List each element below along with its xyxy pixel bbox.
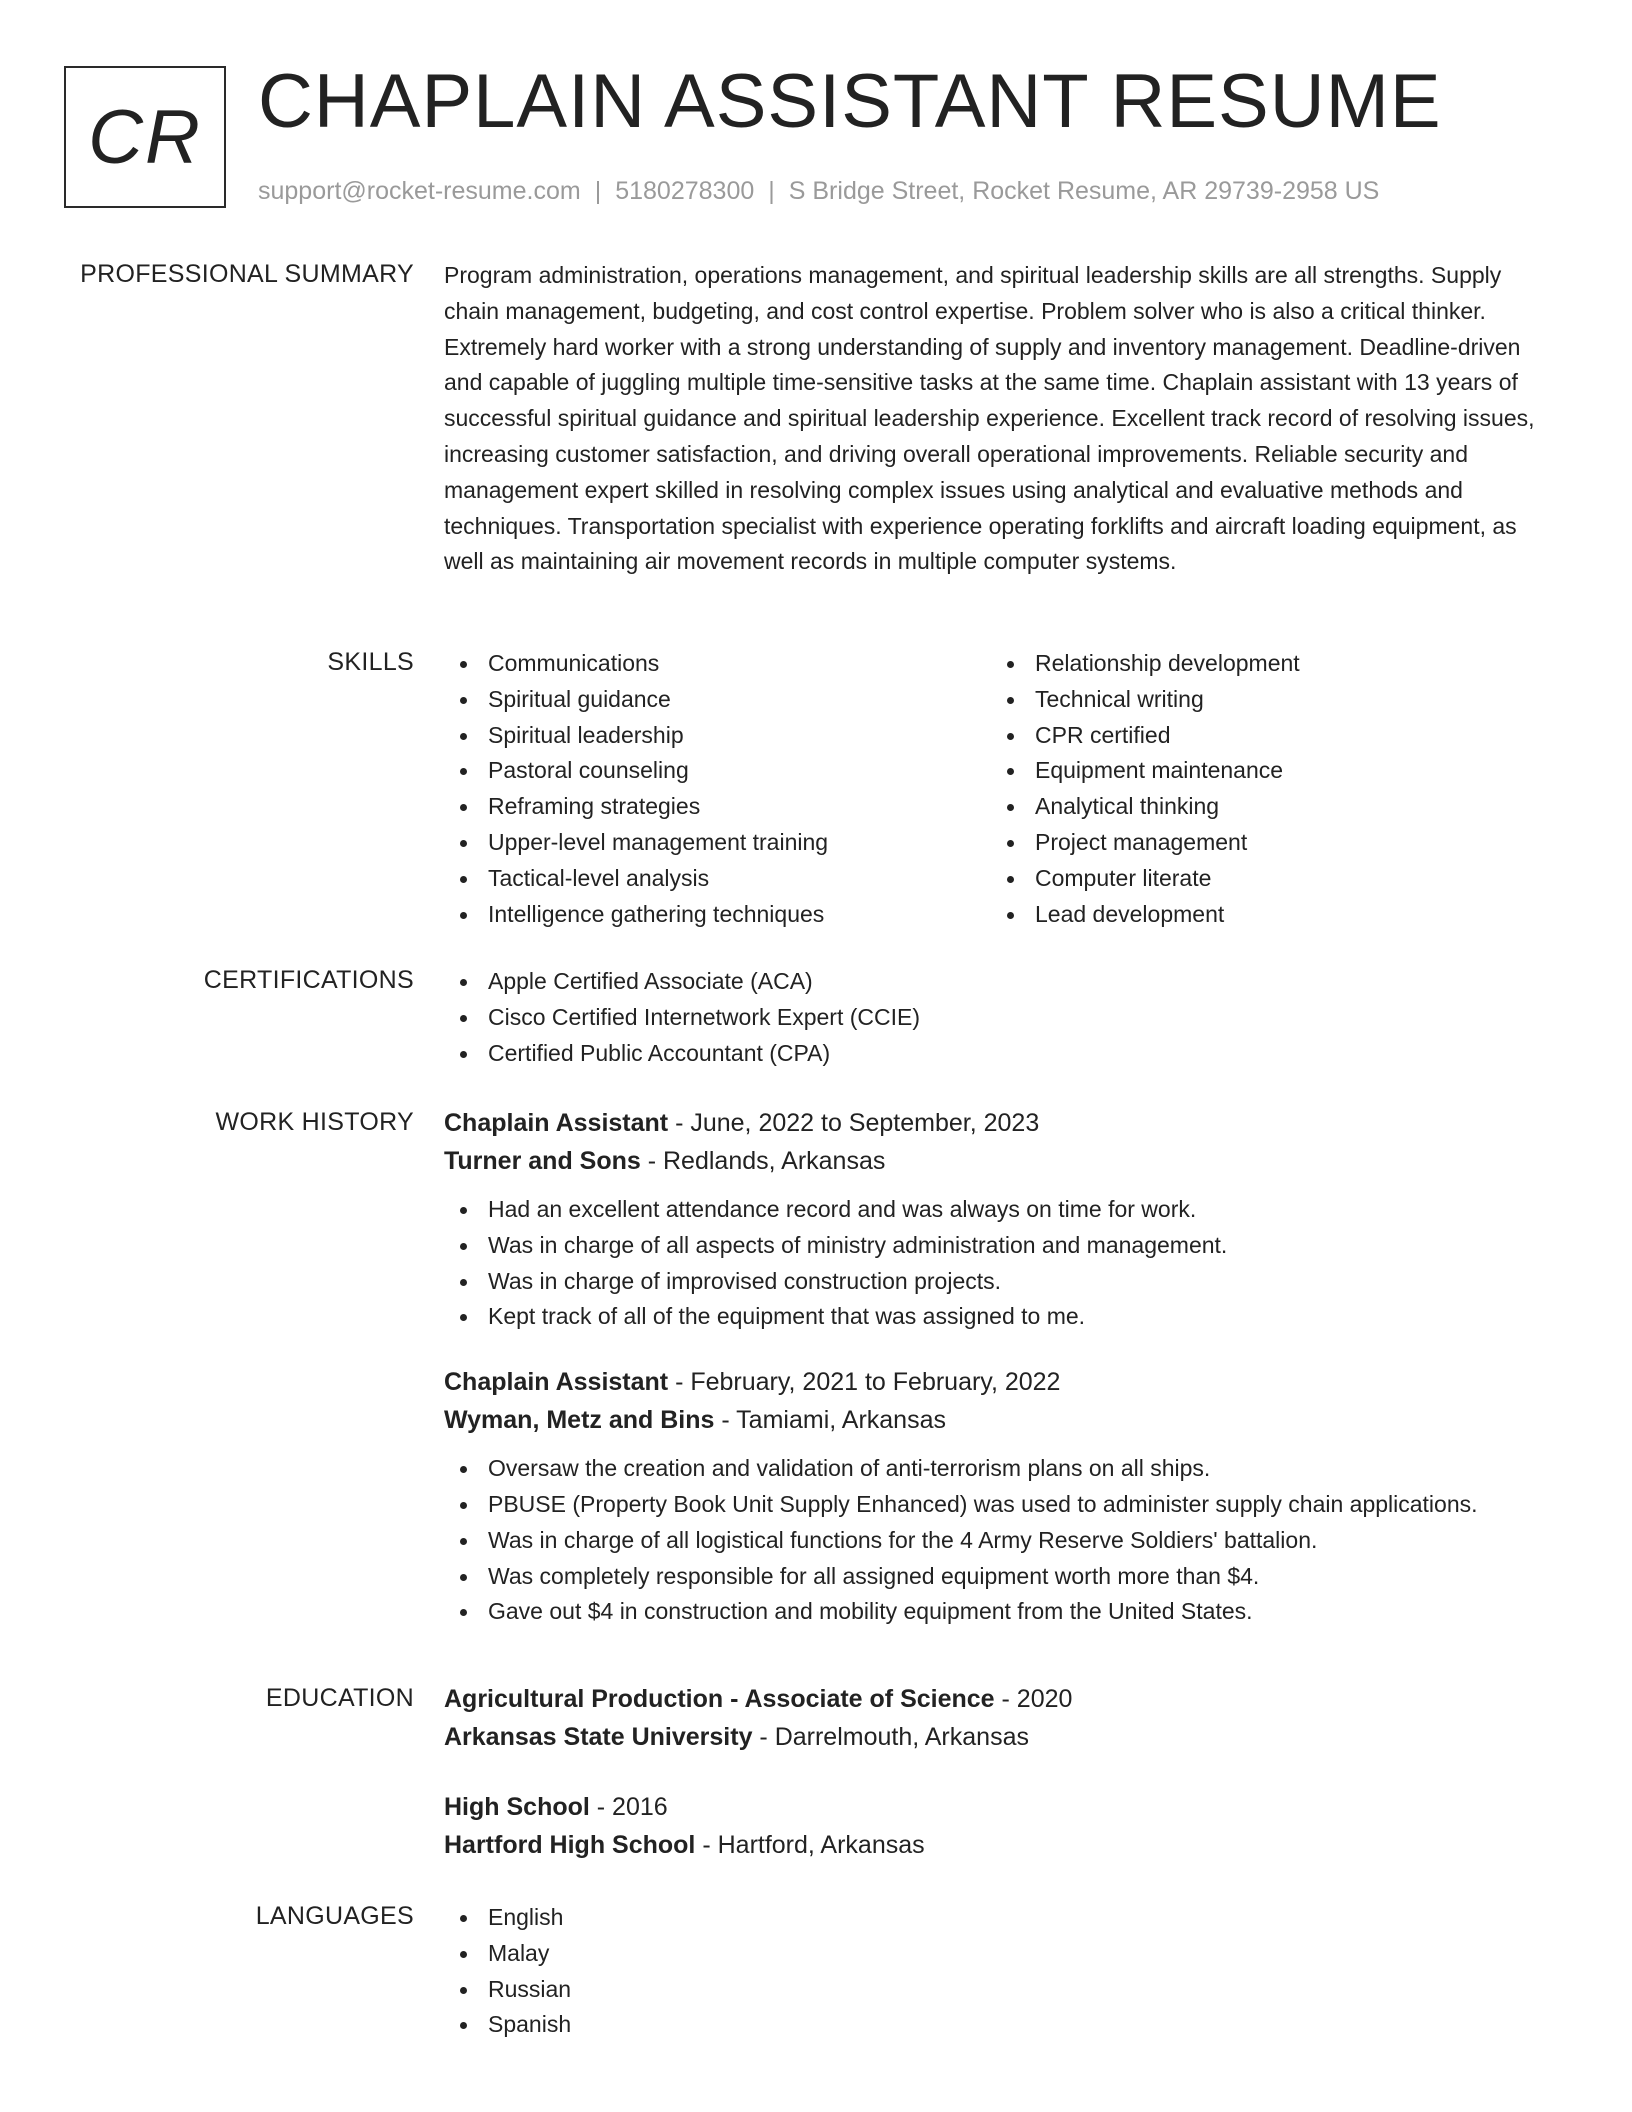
section-title-summary: PROFESSIONAL SUMMARY: [80, 260, 414, 288]
education-body: [444, 1680, 1564, 1864]
skill-item: Tactical-level analysis: [444, 861, 991, 897]
skills-columns: [444, 646, 1564, 932]
languages-body: [444, 1900, 1564, 2043]
job-title-line: [444, 1104, 1564, 1142]
skill-item: Technical writing: [991, 682, 1538, 718]
skill-item: CPR certified: [991, 718, 1538, 754]
job-role: Chaplain Assistant: [444, 1109, 669, 1137]
job-title-line: [444, 1363, 1564, 1401]
language-item: Russian: [444, 1972, 1564, 2008]
skill-item: Project management: [991, 825, 1538, 861]
skill-item: Relationship development: [991, 646, 1538, 682]
education-degree-line: [444, 1788, 1564, 1826]
skill-item: Analytical thinking: [991, 789, 1538, 825]
work-history-body: [444, 1104, 1564, 1630]
certification-item: Cisco Certified Internetwork Expert (CCIE): [444, 1000, 1564, 1036]
skills-list-left: [444, 646, 991, 932]
section-title-languages: LANGUAGES: [255, 1902, 414, 1930]
skill-item: Intelligence gathering techniques: [444, 897, 991, 933]
education-entry: [444, 1788, 1564, 1864]
skill-item: Spiritual leadership: [444, 718, 991, 754]
education-entry: [444, 1680, 1564, 1756]
contact-email[interactable]: support@rocket-resume.com: [258, 177, 581, 205]
job-duty-item: Was in charge of improvised construction projects.: [444, 1264, 1564, 1300]
certification-item: Apple Certified Associate (ACA): [444, 964, 1564, 1000]
job-duty-item: PBUSE (Property Book Unit Supply Enhanced) was used to administer supply chain applications.: [444, 1487, 1564, 1523]
summary-text: Program administration, operations management, and spiritual leadership skills are all strengths. Supply chain management, budgeting, and cost control expertise. Problem solver who is also a critical thinker. Extremely hard worker with a strong understanding of supply and inventory management. Deadline-driven and capable of juggling multiple time-sensitive tasks at the same time. Chaplain assistant with 13 years of successful spiritual guidance and spiritual leadership experience. Excellent track record of resolving issues, increasing customer satisfaction, and driving overall operational improvements. Reliable security and management expert skilled in resolving complex issues using analytical and evaluative methods and techniques. Transportation specialist with experience operating forklifts and aircraft loading equipment, as well as maintaining air movement records in multiple computer systems.: [444, 262, 1535, 575]
job-company-line: [444, 1401, 1564, 1439]
skill-item: Equipment maintenance: [991, 753, 1538, 789]
page-title: CHAPLAIN ASSISTANT RESUME: [258, 59, 1442, 144]
contact-phone[interactable]: 5180278300: [615, 177, 755, 205]
education-degree-line: [444, 1680, 1564, 1718]
job-dates: - June, 2022 to September, 2023: [668, 1109, 1040, 1137]
job-company: Wyman, Metz and Bins: [444, 1406, 715, 1435]
job-duties-list: [444, 1451, 1564, 1630]
contact-separator: |: [594, 177, 602, 205]
job-location: - Tamiami, Arkansas: [714, 1406, 946, 1435]
resume-header: [64, 59, 1568, 214]
skill-item: Lead development: [991, 897, 1538, 933]
skill-item: Computer literate: [991, 861, 1538, 897]
job-entry: [444, 1363, 1564, 1630]
skill-item: Upper-level management training: [444, 825, 991, 861]
job-duty-item: Had an excellent attendance record and was always on time for work.: [444, 1192, 1564, 1228]
education-year: - 2016: [589, 1793, 668, 1821]
job-duty-item: Was in charge of all aspects of ministry administration and management.: [444, 1228, 1564, 1264]
certifications-list: [444, 964, 1564, 1071]
languages-list: [444, 1900, 1564, 2043]
job-duty-item: Kept track of all of the equipment that was assigned to me.: [444, 1299, 1564, 1335]
education-school: Hartford High School: [444, 1831, 696, 1859]
job-role: Chaplain Assistant: [444, 1368, 669, 1397]
section-title-work-history: WORK HISTORY: [215, 1108, 414, 1136]
education-degree: High School: [444, 1793, 590, 1821]
language-item: Malay: [444, 1936, 1564, 1972]
certifications-body: [444, 964, 1564, 1071]
language-item: Spanish: [444, 2007, 1564, 2043]
section-title-skills: SKILLS: [327, 648, 414, 676]
education-location: - Hartford, Arkansas: [695, 1831, 925, 1859]
job-duty-item: Was in charge of all logistical functions for the 4 Army Reserve Soldiers' battalion.: [444, 1523, 1564, 1559]
contact-separator: |: [768, 177, 775, 205]
education-location: - Darrelmouth, Arkansas: [752, 1723, 1029, 1751]
education-degree: Agricultural Production - Associate of Science: [444, 1685, 995, 1713]
skills-list-right: [991, 646, 1538, 932]
job-dates: - February, 2021 to February, 2022: [668, 1368, 1061, 1397]
education-school-line: [444, 1718, 1564, 1756]
job-company-line: [444, 1142, 1564, 1180]
job-entry: [444, 1104, 1564, 1335]
section-title-education: EDUCATION: [265, 1684, 414, 1712]
job-duty-item: Gave out $4 in construction and mobility equipment from the United States.: [444, 1594, 1564, 1630]
monogram-logo: CR: [64, 66, 226, 208]
job-duty-item: Oversaw the creation and validation of anti-terrorism plans on all ships.: [444, 1451, 1564, 1487]
skill-item: Pastoral counseling: [444, 753, 991, 789]
certification-item: Certified Public Accountant (CPA): [444, 1036, 1564, 1072]
skill-item: Reframing strategies: [444, 789, 991, 825]
language-item: English: [444, 1900, 1564, 1936]
job-location: - Redlands, Arkansas: [640, 1147, 886, 1175]
education-year: - 2020: [994, 1685, 1073, 1713]
education-school: Arkansas State University: [444, 1723, 753, 1751]
job-duties-list: [444, 1192, 1564, 1335]
skill-item: Communications: [444, 646, 991, 682]
skill-item: Spiritual guidance: [444, 682, 991, 718]
education-school-line: [444, 1826, 1564, 1864]
contact-address: S Bridge Street, Rocket Resume, AR 29739-2958 US: [788, 177, 1380, 205]
contact-line: [258, 176, 1379, 206]
section-title-certifications: CERTIFICATIONS: [203, 966, 414, 994]
job-duty-item: Was completely responsible for all assigned equipment worth more than $4.: [444, 1559, 1564, 1595]
job-company: Turner and Sons: [444, 1147, 641, 1175]
